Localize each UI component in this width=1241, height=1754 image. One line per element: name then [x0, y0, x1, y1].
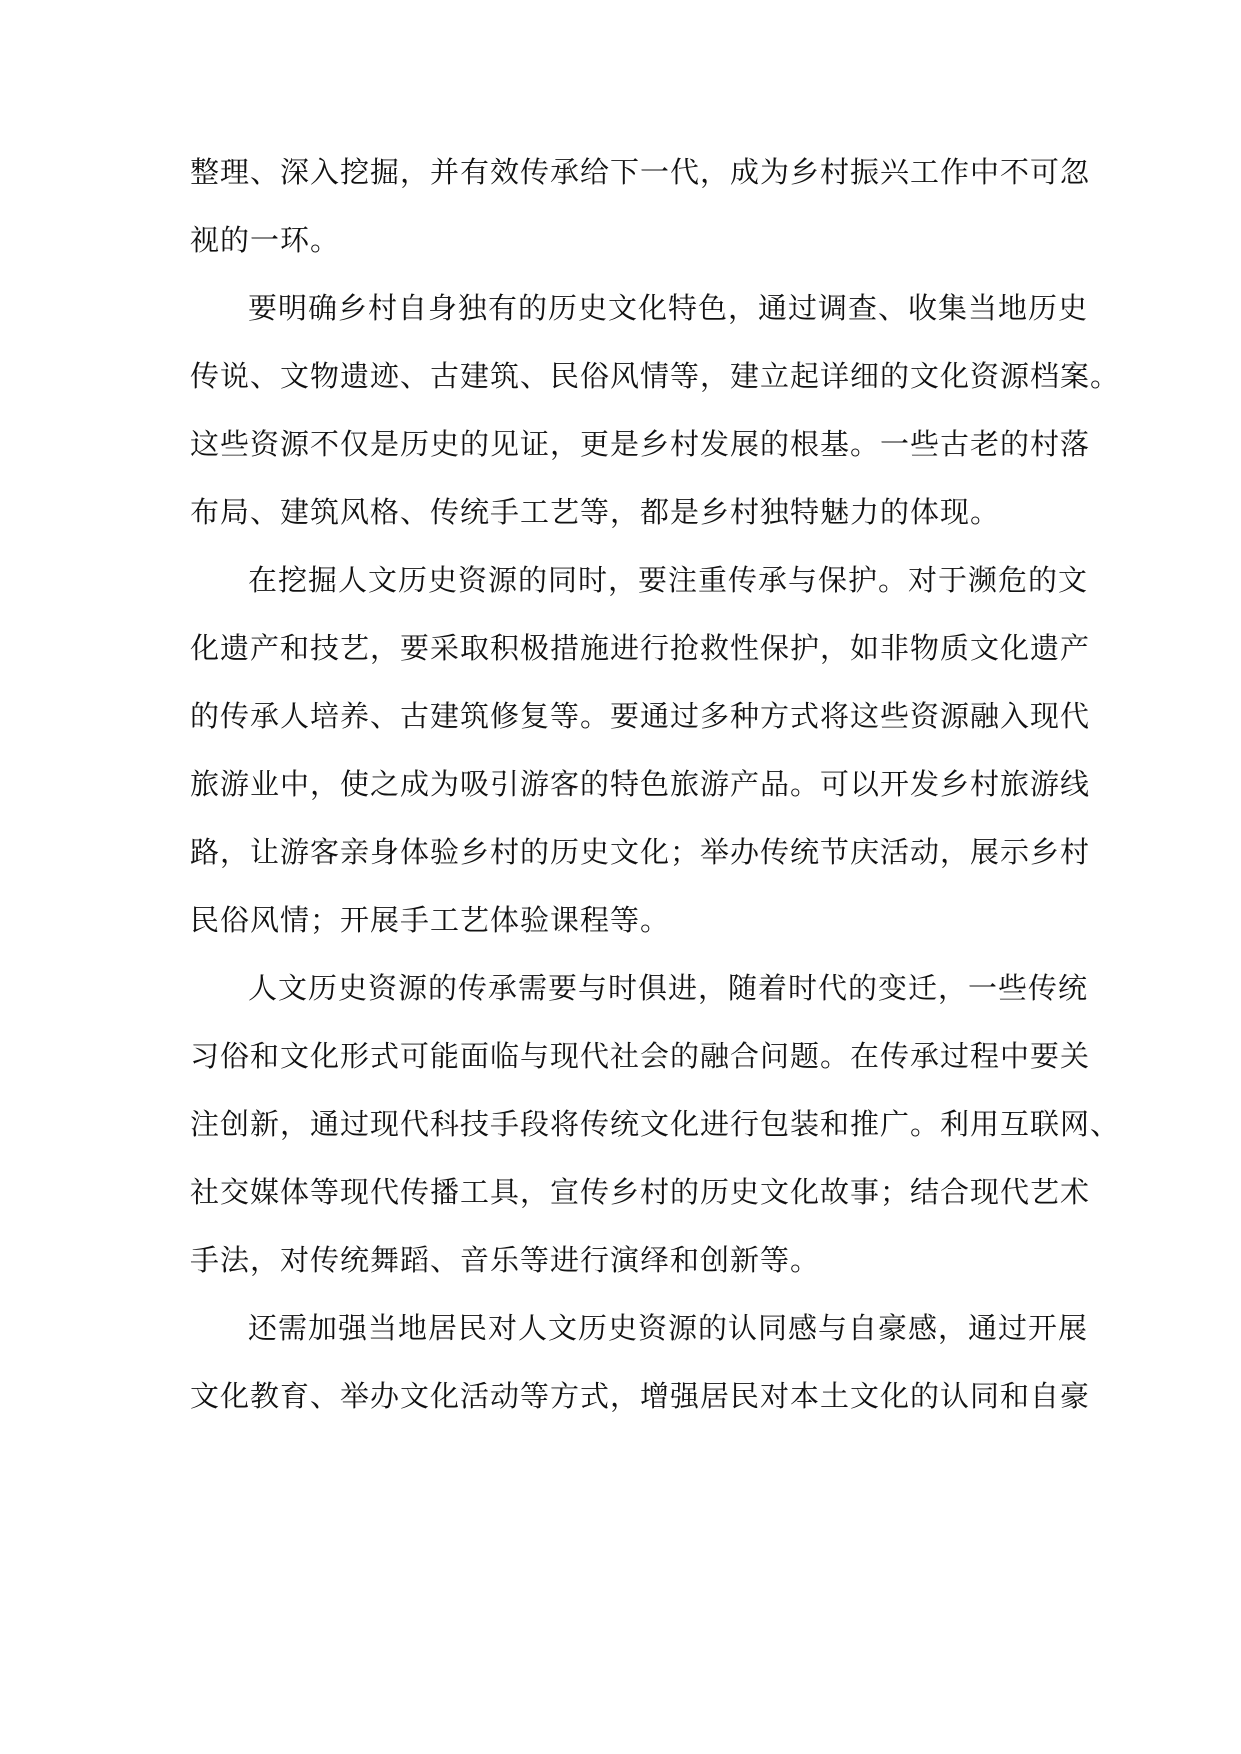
paragraph-line: 旅游业中，使之成为吸引游客的特色旅游产品。可以开发乡村旅游线: [190, 767, 1091, 801]
paragraph-line: 布局、建筑风格、传统手工艺等，都是乡村独特魅力的体现。: [190, 495, 1001, 529]
paragraph-line: 社交媒体等现代传播工具，宣传乡村的历史文化故事；结合现代艺术: [190, 1175, 1091, 1209]
paragraph-line: 手法，对传统舞蹈、音乐等进行演绎和创新等。: [190, 1243, 821, 1277]
paragraph-line: 要明确乡村自身独有的历史文化特色，通过调查、收集当地历史: [248, 291, 1089, 325]
paragraph-line: 人文历史资源的传承需要与时俱进，随着时代的变迁，一些传统: [248, 971, 1089, 1005]
paragraph-line: 整理、深入挖掘，并有效传承给下一代，成为乡村振兴工作中不可忽: [190, 155, 1091, 189]
paragraph-line: 在挖掘人文历史资源的同时，要注重传承与保护。对于濒危的文: [248, 563, 1089, 597]
paragraph-line: 化遗产和技艺，要采取积极措施进行抢救性保护，如非物质文化遗产: [190, 631, 1091, 665]
paragraph-line: 习俗和文化形式可能面临与现代社会的融合问题。在传承过程中要关: [190, 1039, 1091, 1073]
paragraph-line: 文化教育、举办文化活动等方式，增强居民对本土文化的认同和自豪: [190, 1379, 1091, 1413]
paragraph-4: [190, 954, 1121, 1294]
paragraph-line: 注创新，通过现代科技手段将传统文化进行包装和推广。利用互联网、: [190, 1107, 1121, 1141]
paragraph-line: 路，让游客亲身体验乡村的历史文化；举办传统节庆活动，展示乡村: [190, 835, 1091, 869]
paragraph-1: [190, 138, 1091, 274]
paragraph-line: 还需加强当地居民对人文历史资源的认同感与自豪感，通过开展: [248, 1311, 1089, 1345]
paragraph-line: 视的一环。: [190, 223, 341, 257]
paragraph-line: 的传承人培养、古建筑修复等。要通过多种方式将这些资源融入现代: [190, 699, 1091, 733]
paragraph-line: 民俗风情；开展手工艺体验课程等。: [190, 903, 671, 937]
paragraph-3: [190, 546, 1091, 954]
paragraph-line: 传说、文物遗迹、古建筑、民俗风情等，建立起详细的文化资源档案。: [190, 359, 1121, 393]
paragraph-5: [190, 1294, 1091, 1430]
paragraph-2: [190, 274, 1121, 546]
document-page: [190, 138, 1121, 1430]
paragraph-line: 这些资源不仅是历史的见证，更是乡村发展的根基。一些古老的村落: [190, 427, 1091, 461]
